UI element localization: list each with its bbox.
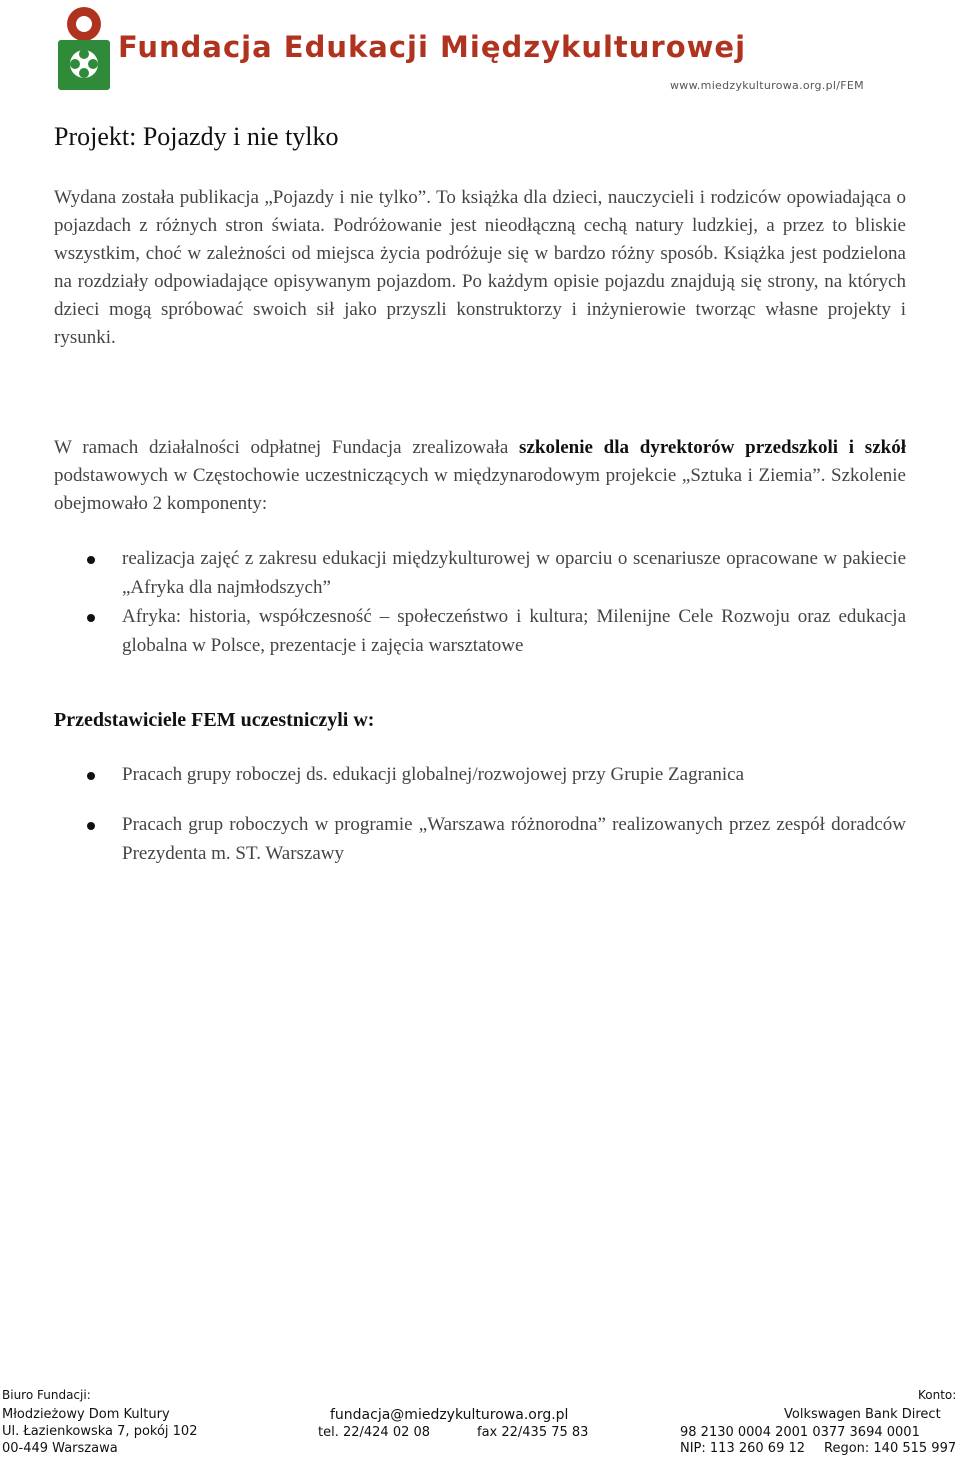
list-item-text: Pracach grup roboczych w programie „Warszawa różnorodna” realizowanych przez zespół doradców Prezydenta m. ST. Warszawy [122,814,906,864]
nip-number: NIP: 113 260 69 12 [680,1441,806,1456]
list-item-text: Afryka: historia, współczesność – społeczeństwo i kultura; Milenijne Cele Rozwoju oraz edukacja globalna w Polsce, prezentacje i zajęcia warsztatowe [122,606,906,656]
regon-number: Regon: 140 515 997 [824,1441,957,1456]
account-number: 98 2130 0004 2001 0377 3694 0001 [680,1425,920,1440]
office-heading: Biuro Fundacji: [2,1388,91,1402]
office-line: Młodzieżowy Dom Kultury [2,1407,170,1422]
components-list [54,544,906,660]
list-item [54,810,906,868]
foundation-logo-icon [54,2,118,94]
training-highlight: szkolenie dla dyrektorów przedszkoli i szkół [519,437,906,458]
office-line: Ul. Łazienkowska 7, pokój 102 [2,1424,198,1439]
intro-paragraph: Wydana została publikacja „Pojazdy i nie tylko”. To książka dla dzieci, nauczycieli i rodziców opowiadająca o pojazdach z różnych stron świata. Podróżowanie jest nieodłączną cechą natury ludzkiej, a przez to bliskie wszystkim, choć w zależności od miejsca życia podróżuje się w bardzo różny sposób. Książka jest podzielona na rozdziały odpowiadające opisywanym pojazdom. Po każdym opisie pojazdu znajdują się strony, na których dzieci mogą spróbować swoich sił jako przyszli konstruktorzy i inżynierowie tworząc własne projekty i rysunki. [54,187,906,348]
bullet-icon [87,556,95,564]
fax-number: fax 22/435 75 83 [477,1425,589,1440]
org-name: Fundacja Edukacji Międzykulturowej [118,30,747,64]
email-link[interactable]: fundacja@miedzykulturowa.org.pl [330,1407,569,1423]
participation-list [54,760,906,868]
bullet-icon [87,772,95,780]
list-item [54,544,906,602]
training-paragraph [54,434,906,518]
org-url[interactable]: www.miedzykulturowa.org.pl/FEM [670,79,864,92]
list-item-text: realizacja zajęć z zakresu edukacji międzykulturowej w oparciu o scenariusze opracowane w pakiecie „Afryka dla najmłodszych” [122,548,906,598]
office-line: 00-449 Warszawa [2,1441,118,1456]
training-text-end: podstawowych w Częstochowie uczestniczących w międzynarodowym projekcie „Sztuka i Ziemia”. Szkolenie obejmowało 2 komponenty: [54,465,906,514]
phone-number: tel. 22/424 02 08 [318,1425,431,1440]
account-heading: Konto: [918,1388,957,1402]
bullet-icon [87,822,95,830]
footer [0,1382,960,1464]
section-heading: Przedstawiciele FEM uczestniczyli w: [54,709,375,731]
list-item [54,760,906,789]
training-text-start: W ramach działalności odpłatnej Fundacja zrealizowała [54,437,520,458]
list-item-text: Pracach grupy roboczej ds. edukacji globalnej/rozwojowej przy Grupie Zagranica [122,764,744,785]
list-item [54,602,906,660]
page-title: Projekt: Pojazdy i nie tylko [54,122,339,151]
bank-name: Volkswagen Bank Direct [784,1407,941,1422]
bullet-icon [87,614,95,622]
